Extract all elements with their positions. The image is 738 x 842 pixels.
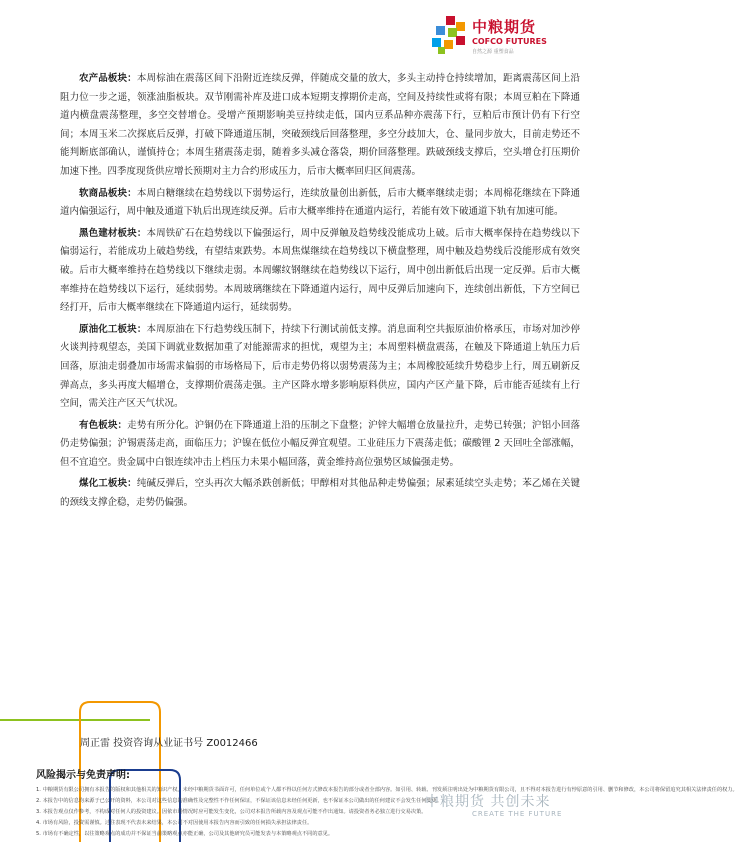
section-heading: 原油化工板块： xyxy=(79,323,147,335)
section-text: 本周白糖继续在趋势线以下弱势运行，连续放量创出新低，后市大概率继续走弱；本周棉花继续在下降通道内偏强运行，周中触及通道下轨后出现连续反弹。后市大概率维持在通道内运行，若能有效下破通道下轨有加速可能。 xyxy=(60,187,580,218)
section-ferrous xyxy=(60,225,580,318)
analyst-signature: 周正雷 投资咨询从业证书号 Z0012466 xyxy=(80,738,258,749)
section-heading: 农产品板块： xyxy=(79,73,137,84)
section-text: 纯碱反弹后，空头再次大幅杀跌创新低；甲醇相对其他品种走势偏强；尿素延续空头走势；苯乙烯在关键的颈线支撑企稳，走势仍偏强。 xyxy=(60,478,580,509)
section-heading: 软商品板块： xyxy=(79,187,137,199)
disclaimer-item: 2. 本报告中的信息均来源于已公开的资料，本公司对这些信息的准确性及完整性不作任何保证，不保证该信息未经任何更新，也不保证本公司做出的任何建议不会发生任何变更。 xyxy=(36,798,443,804)
logo-slogan: 自然之源 重塑食品 xyxy=(472,49,514,55)
section-agriculture xyxy=(60,70,580,182)
section-coal-chemicals xyxy=(60,475,580,512)
section-nonferrous xyxy=(60,417,580,473)
section-heading: 有色板块： xyxy=(79,419,128,431)
section-heading: 煤化工板块： xyxy=(79,478,137,490)
watermark-english: CREATE THE FUTURE xyxy=(472,810,563,818)
logo-english-name: COFCO FUTURES xyxy=(472,37,547,46)
logo-chinese-name: 中粮期货 xyxy=(472,18,537,36)
logo-cubes-icon xyxy=(428,16,468,56)
section-crude-chemicals xyxy=(60,321,580,414)
disclaimer-item: 1. 中粮期货有限公司拥有本报告的版权和其他相关的知识产权。未经中粮期货书面许可，任何单位或个人都不得以任何方式修改本报告的部分或者全部内容。如引用、转载、刊发须注明出处为中粮期货有限公司，且不得对本报告进行有悖原意的引用、删节和修改，本公司将保留追究其相关法律责任的权力。 xyxy=(36,787,738,793)
section-soft-commodities xyxy=(60,185,580,222)
disclaimer-item: 5. 市场有不确定性，以往策略观点的成功并不保证当前策略观点亦能正确，公司及其他研究员可能发表与本策略观点不同的意见。 xyxy=(36,831,334,837)
disclaimer-item: 3. 本报告观点仅作参考，不构成对任何人的投资建议。因依市场情况时应可能发生变化，公司对本报告所载内容及观点可能不作出通知。请投资者务必独立进行交易决策。 xyxy=(36,809,427,815)
section-text: 本周原油在下行趋势线压制下，持续下行测试前低支撑。消息面利空共振原油价格承压，市场对加沙停火谈判持观望态，美国下调就业数据加重了对能源需求的担忧，观望为主；本周塑料横盘震荡，在触及下降通道上轨压力后回落，原油走弱叠加市场需求偏弱的市场格局下，后市走势仍将以弱势震荡为主；本周橡胶延续升势稳步上行，周五刷新反弹高点，多头再度大幅增仓，支撑期价震荡走强。主产区降水增多影响原料供应，国内产区产量下降，后市能否延续有上行空间，需关注产区天气状况。 xyxy=(60,323,580,410)
report-body xyxy=(60,70,580,516)
section-heading: 黑色建材板块： xyxy=(79,227,147,239)
watermark-slogan: 中粮期货 共创未来 xyxy=(425,794,551,810)
section-text: 本周铁矿石在趋势线以下偏强运行，周中反弹触及趋势线没能成功上破。后市大概率保持在趋势线以下偏弱运行，若能成功上破趋势线，有望结束跌势。本周焦煤继续在趋势线以下横盘整理，周中触及趋势线后没能形成有效突破。后市大概率维持在趋势线以下继续走弱。本周螺纹钢继续在趋势线以下运行，周中创出新低后出现一定反弹。后市大概率维持在趋势线以下运行，延续弱势。本周玻璃继续在下降通道内运行，周中反弹后加速向下，连续创出新低，下方空间已经打开，后市大概率继续在下降通道内运行，延续弱势。 xyxy=(60,227,580,314)
disclaimer-item: 4. 市场有风险，投资需谨慎。过往表现不代表未来结果，本公司不对因使用本报告内容而引致的任何损失承担法律责任。 xyxy=(36,820,313,826)
section-text: 走势有所分化。沪铜仍在下降通道上沿的压制之下盘整；沪锌大幅增仓放量拉升，走势已转强；沪铝小回落仍走势偏强；沪锡震荡走高，面临压力；沪镍在低位小幅反弹宜观望。工业硅压力下震荡走低；碳酸锂 2 天回吐全部涨幅，但不宜追空。贵金属中白银连续冲击上档压力未果小幅回落，黄金维持高位强势区域偏强走势。 xyxy=(60,419,580,468)
section-text: 本周棕油在震荡区间下沿附近连续反弹，伴随成交量的放大，多头主动持仓持续增加，距离震荡区间上沿阻力位一步之遥，领涨油脂板块。双节刚需补库及进口成本短期支撑期价走高，空间及持续性或将有限；本周豆粕在下降通道内横盘震荡整理，多空交替增仓。受增产预期影响美豆持续走低，国内豆系品种亦震荡下行，豆粕后市预计仍有下行空间；本周玉米二次探底后反弹，打破下降通道压制，突破颈线后回落整理，多空分歧加大，仓、量同步放大，目前走势还不能判断底部确认，谨慎持仓；本周生猪震荡走弱，随着多头减仓落袋，期价回落整理。跌破颈线支撑后，空头增仓打压期价加速下挫。四季度现货供应增长预期对主力合约形成压力，后市大概率回归区间震荡。 xyxy=(60,73,580,177)
company-logo xyxy=(428,10,578,58)
risk-disclosure-title: 风险揭示与免责声明: xyxy=(36,770,130,781)
